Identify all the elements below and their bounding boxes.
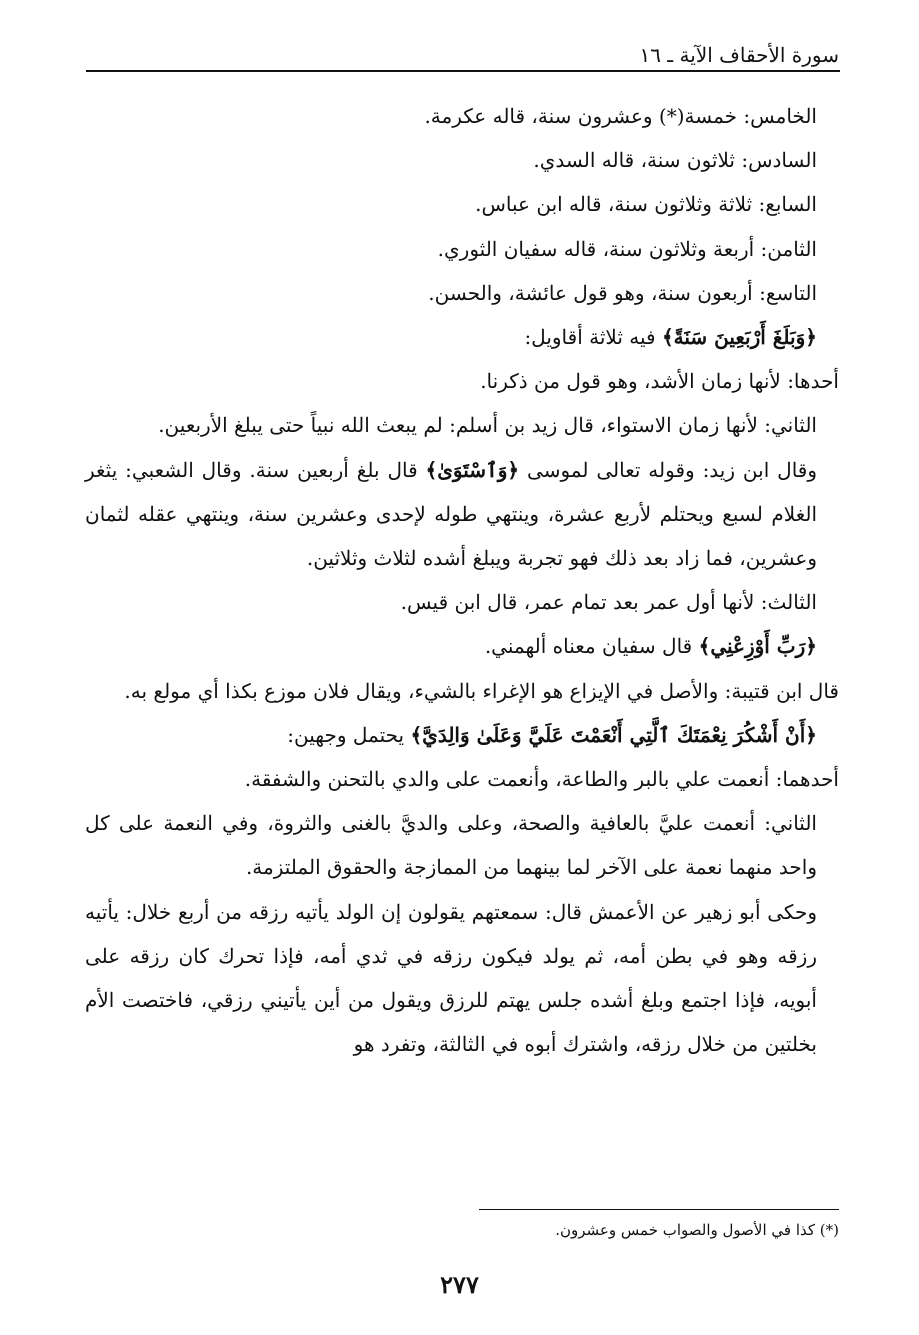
paragraph — [85, 448, 839, 581]
paragraph-text: فيه ثلاثة أقاويل: — [524, 325, 662, 350]
paragraph-text: وقال ابن زيد: وقوله تعالى لموسى — [519, 457, 818, 482]
paragraph — [85, 713, 839, 757]
paragraph: التاسع: أربعون سنة، وهو قول عائشة، والحسن. — [428, 280, 817, 305]
quran-verse: ﴿وَٱسْتَوَىٰ﴾ — [425, 457, 520, 482]
header-rule — [86, 70, 840, 72]
paragraph: قال ابن قتيبة: والأصل في الإيزاع هو الإغراء بالشيء، ويقال فلان موزع بكذا أي مولع به. — [124, 678, 839, 703]
quran-verse: ﴿رَبِّ أَوْزِعْنِي﴾ — [698, 634, 817, 659]
page-number: ٢٧٧ — [440, 1270, 479, 1299]
paragraph: الثاني: أنعمت عليَّ بالعافية والصحة، وعلى والديَّ بالغنى والثروة، وفي النعمة على كل واحد منهما نعمة على الآخر لما بينهما من الممازجة والحقوق الملتزمة. — [85, 811, 817, 880]
paragraph-text: قال سفيان معناه ألهمني. — [484, 634, 699, 659]
paragraph — [85, 315, 839, 359]
quran-verse: ﴿وَبَلَغَ أَرْبَعِينَ سَنَةً﴾ — [661, 325, 817, 350]
running-header: سورة الأحقاف الآية ـ ١٦ — [639, 43, 839, 67]
paragraph: الثالث: لأنها أول عمر بعد تمام عمر، قال ابن قيس. — [400, 590, 817, 615]
paragraph: الثامن: أربعة وثلاثون سنة، قاله سفيان الثوري. — [437, 236, 817, 261]
paragraph: السادس: ثلاثون سنة، قاله السدي. — [533, 148, 817, 173]
footnote: (*) كذا في الأصول والصواب خمس وعشرون. — [555, 1221, 839, 1239]
paragraph: وحكى أبو زهير عن الأعمش قال: سمعتهم يقولون إن الولد يأتيه رزقه من أربع خلال: يأتيه رزقه وهو في بطن أمه، ثم يولد فيكون رزقه في ثدي أمه، فإذا تحرك كان رزقه على أبويه، فإذا اجتمع وبلغ أشده جلس يهتم للرزق ويقول من أين يأتيني رزقي، فاختصت الأم بخلتين من خلال رزقه، واشترك أبوه في الثالثة، وتفرد هو — [85, 899, 817, 1057]
paragraph-text: يحتمل وجهين: — [287, 722, 411, 747]
paragraph: أحدها: لأنها زمان الأشد، وهو قول من ذكرنا. — [480, 369, 839, 394]
paragraph: الثاني: لأنها زمان الاستواء، قال زيد بن أسلم: لم يبعث الله نبياً حتى يبلغ الأربعين. — [158, 413, 817, 438]
footnote-rule — [479, 1209, 839, 1210]
paragraph: الخامس: خمسة(*) وعشرون سنة، قاله عكرمة. — [424, 104, 817, 128]
main-text — [85, 94, 839, 1066]
paragraph: السابع: ثلاثة وثلاثون سنة، قاله ابن عباس. — [475, 192, 817, 217]
paragraph — [85, 624, 839, 668]
paragraph: أحدهما: أنعمت علي بالبر والطاعة، وأنعمت على والدي بالتحنن والشفقة. — [244, 767, 839, 792]
quran-verse: ﴿أَنْ أَشْكُرَ نِعْمَتَكَ ٱلَّتِي أَنْعَمْتَ عَلَيَّ وَعَلَىٰ وَالِدَيَّ﴾ — [410, 722, 817, 747]
paragraph-text: قال بلغ أربعين سنة. وقال الشعبي: يثغر الغلام لسبع ويحتلم لأربع عشرة، وينتهي طوله لإحدى وعشرين سنة، وينتهي عقله لثمان وعشرين، فما زاد بعد ذلك فهو تجربة ويبلغ أشده لثلاث وثلاثين. — [85, 457, 817, 571]
